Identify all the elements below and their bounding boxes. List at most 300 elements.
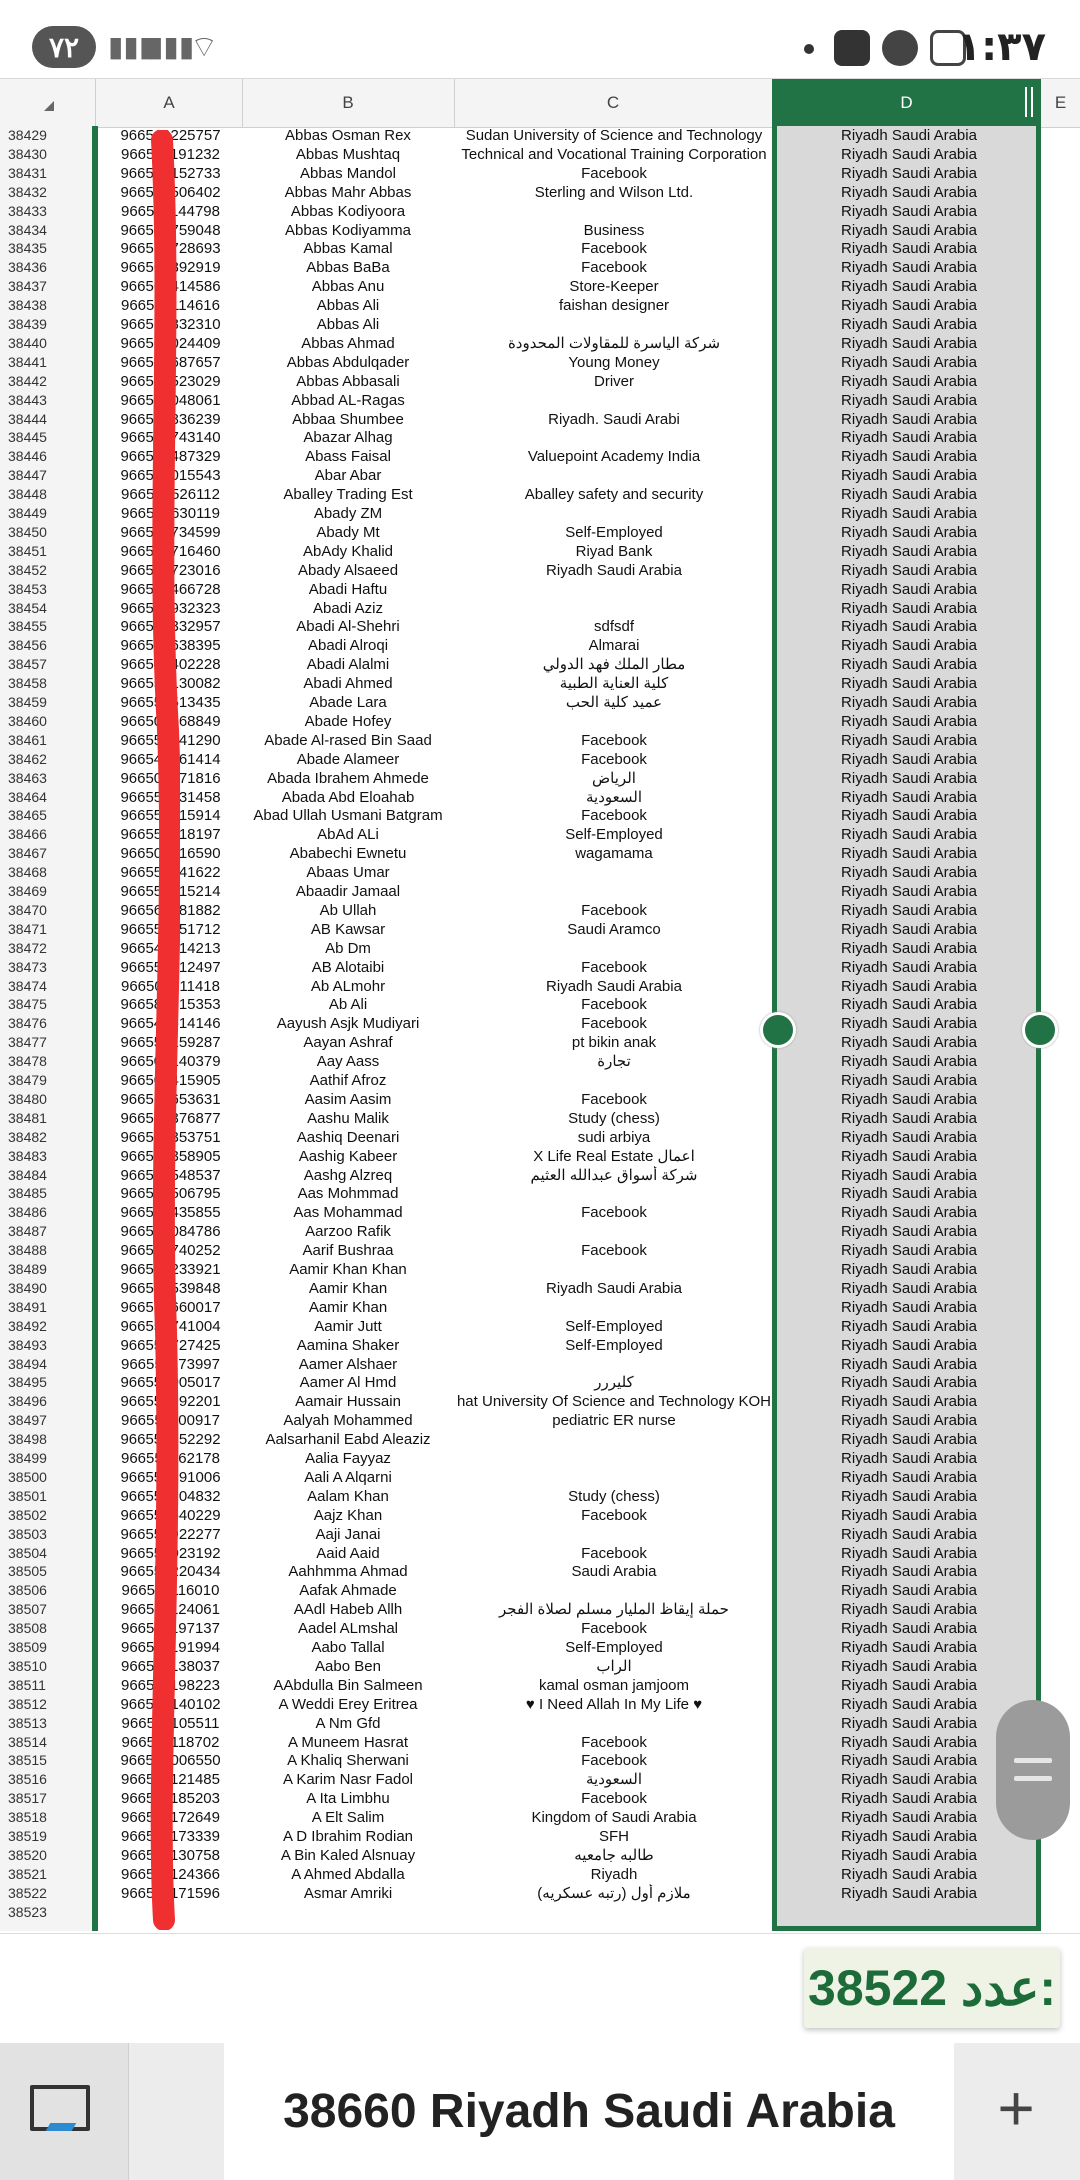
cell-d[interactable]: Riyadh Saudi Arabia: [841, 1828, 977, 1845]
cell-b[interactable]: Aarzoo Rafik: [305, 1223, 391, 1241]
cell-d[interactable]: Riyadh Saudi Arabia: [841, 580, 977, 598]
cell-d[interactable]: Riyadh Saudi Arabia: [841, 542, 977, 560]
cell-a[interactable]: 966557332957: [120, 618, 221, 636]
cell-c[interactable]: Facebook: [581, 1790, 647, 1808]
cell-d[interactable]: Riyadh Saudi Arabia: [841, 1317, 977, 1335]
cell-a[interactable]: 966551171596: [121, 1884, 220, 1902]
cell-c[interactable]: Self-Employed: [565, 1317, 663, 1335]
cell-a[interactable]: 966552728693: [120, 240, 221, 258]
row-number[interactable]: 38515: [0, 1751, 90, 1770]
cell-a[interactable]: 966541121485: [121, 1771, 220, 1789]
cell-c[interactable]: Self-Employed: [565, 1336, 663, 1354]
cell-d[interactable]: Riyadh Saudi Arabia: [841, 1733, 977, 1751]
cell-a[interactable]: 966551358905: [120, 1147, 221, 1165]
column-header-c[interactable]: C: [454, 79, 773, 127]
cell-b[interactable]: Abbaa Shumbee: [292, 410, 404, 428]
cell-b[interactable]: Aamina Shaker: [296, 1336, 400, 1354]
cell-c[interactable]: Facebook: [581, 259, 647, 277]
cell-d[interactable]: Riyadh Saudi Arabia: [841, 334, 977, 352]
cell-a[interactable]: 966551005017: [120, 1374, 221, 1392]
row-number[interactable]: 38460: [0, 712, 90, 731]
cell-b[interactable]: Aadel ALmshal: [297, 1620, 399, 1638]
cell-d[interactable]: Riyadh Saudi Arabia: [841, 297, 977, 315]
row-number[interactable]: 38454: [0, 599, 90, 618]
cell-b[interactable]: Aayush Asjk Mudiyari: [276, 1015, 420, 1033]
cell-d[interactable]: Riyadh Saudi Arabia: [841, 221, 977, 239]
row-number[interactable]: 38505: [0, 1562, 90, 1581]
cell-b[interactable]: A Bin Kaled Alsnuay: [280, 1846, 416, 1864]
cell-b[interactable]: A Muneem Hasrat: [287, 1733, 409, 1751]
cell-d[interactable]: Riyadh Saudi Arabia: [841, 1223, 977, 1241]
cell-d[interactable]: Riyadh Saudi Arabia: [841, 920, 977, 938]
row-number[interactable]: 38516: [0, 1770, 90, 1789]
row-number[interactable]: 38462: [0, 750, 90, 769]
cell-a[interactable]: 966551539848: [120, 1279, 221, 1297]
row-number[interactable]: 38458: [0, 674, 90, 693]
cell-b[interactable]: Abade Lara: [309, 694, 387, 711]
row-number[interactable]: 38478: [0, 1052, 90, 1071]
cell-a[interactable]: 966545487329: [120, 448, 221, 466]
cell-c[interactable]: Facebook: [581, 958, 647, 976]
cell-a[interactable]: 966550743140: [120, 429, 221, 447]
cell-a[interactable]: 966556130082: [120, 675, 221, 693]
cell-c[interactable]: تجارة: [597, 1053, 631, 1071]
row-number[interactable]: 38491: [0, 1298, 90, 1317]
cell-d[interactable]: Riyadh Saudi Arabia: [841, 1015, 977, 1033]
cell-d[interactable]: Riyadh Saudi Arabia: [841, 145, 977, 163]
cell-a[interactable]: 966551138037: [121, 1657, 220, 1675]
count-badge[interactable]: [804, 1948, 1060, 2028]
cell-b[interactable]: Aajz Khan: [313, 1506, 383, 1524]
cell-b[interactable]: Aabo Ben: [315, 1657, 381, 1675]
cell-a[interactable]: 966503168849: [120, 712, 221, 730]
row-number[interactable]: 38474: [0, 977, 90, 996]
cell-a[interactable]: 966556151712: [120, 920, 221, 938]
cell-a[interactable]: 966553376877: [120, 1109, 221, 1127]
cell-c[interactable]: Study (chess): [568, 1487, 660, 1505]
row-number[interactable]: 38484: [0, 1166, 90, 1185]
cell-a[interactable]: 966503526112: [121, 486, 220, 504]
row-number[interactable]: 38497: [0, 1411, 90, 1430]
row-number[interactable]: 38436: [0, 258, 90, 277]
row-number[interactable]: 38518: [0, 1808, 90, 1827]
cell-d[interactable]: Riyadh Saudi Arabia: [841, 845, 977, 863]
row-number[interactable]: 38521: [0, 1865, 90, 1884]
cell-a[interactable]: 966559641622: [120, 864, 221, 882]
cell-a[interactable]: 966549225757: [120, 127, 221, 144]
row-number[interactable]: 38506: [0, 1581, 90, 1600]
cell-c[interactable]: Valuepoint Academy India: [527, 448, 701, 466]
cell-c[interactable]: Driver: [594, 372, 634, 390]
row-number[interactable]: 38492: [0, 1317, 90, 1336]
cell-b[interactable]: Abada Abd Eloahab: [281, 788, 415, 806]
cell-c[interactable]: Aballey safety and security: [524, 486, 704, 504]
row-number[interactable]: 38468: [0, 863, 90, 882]
cell-a[interactable]: 966551118702: [121, 1733, 220, 1751]
cell-a[interactable]: 966501415905: [120, 1072, 221, 1089]
cell-b[interactable]: Abbas Kamal: [303, 240, 393, 258]
row-number[interactable]: 38430: [0, 145, 90, 164]
cell-a[interactable]: 966501191232: [121, 145, 220, 163]
cell-a[interactable]: 966551552292: [120, 1431, 221, 1449]
cell-b[interactable]: Aarif Bushraa: [302, 1242, 394, 1260]
cell-a[interactable]: 966551506795: [120, 1185, 221, 1203]
cell-b[interactable]: AbAd ALi: [317, 826, 379, 844]
cell-b[interactable]: Aafak Ahmade: [299, 1582, 397, 1600]
row-number[interactable]: 38485: [0, 1184, 90, 1203]
cell-b[interactable]: Abass Faisal: [305, 448, 391, 466]
cell-d[interactable]: Riyadh Saudi Arabia: [841, 1053, 977, 1071]
row-number[interactable]: 38511: [0, 1676, 90, 1695]
cell-b[interactable]: Abady Alsaeed: [297, 561, 399, 579]
row-number[interactable]: 38472: [0, 939, 90, 958]
cell-a[interactable]: 966541687657: [120, 353, 221, 371]
cell-b[interactable]: Abbas BaBa: [306, 259, 390, 277]
row-number[interactable]: 38459: [0, 693, 90, 712]
cell-d[interactable]: Riyadh Saudi Arabia: [841, 127, 977, 144]
cell-a[interactable]: 966551124061: [121, 1601, 220, 1619]
cell-b[interactable]: Ab ALmohr: [310, 977, 386, 995]
cell-c[interactable]: السعودية: [585, 1771, 642, 1789]
cell-d[interactable]: Riyadh Saudi Arabia: [841, 883, 977, 900]
cell-b[interactable]: Abbas Abdulqader: [286, 353, 410, 371]
row-number[interactable]: 38455: [0, 617, 90, 636]
cell-b[interactable]: Abaadir Jamaal: [295, 883, 401, 900]
row-number[interactable]: 38440: [0, 334, 90, 353]
cell-d[interactable]: Riyadh Saudi Arabia: [841, 183, 977, 201]
cell-d[interactable]: Riyadh Saudi Arabia: [841, 1468, 977, 1486]
cell-d[interactable]: Riyadh Saudi Arabia: [841, 1450, 977, 1467]
cell-d[interactable]: Riyadh Saudi Arabia: [841, 807, 977, 825]
row-number[interactable]: 38457: [0, 655, 90, 674]
spreadsheet-grid[interactable]: [0, 126, 1080, 1931]
cell-d[interactable]: Riyadh Saudi Arabia: [841, 372, 977, 390]
cell-b[interactable]: Abade Al-rased Bin Saad: [264, 731, 432, 749]
row-number[interactable]: 38451: [0, 542, 90, 561]
cell-c[interactable]: مطار الملك فهد الدولي: [542, 656, 686, 674]
cell-d[interactable]: Riyadh Saudi Arabia: [841, 1034, 977, 1052]
cell-d[interactable]: Riyadh Saudi Arabia: [841, 1185, 977, 1203]
cell-d[interactable]: Riyadh Saudi Arabia: [841, 202, 977, 220]
cell-c[interactable]: طالبه جامعيه: [574, 1846, 654, 1864]
cell-d[interactable]: Riyadh Saudi Arabia: [841, 1676, 977, 1694]
cell-b[interactable]: Abbas Mandol: [300, 164, 396, 182]
cell-a[interactable]: 966540514146: [120, 1015, 221, 1033]
row-number[interactable]: 38476: [0, 1014, 90, 1033]
select-all-corner[interactable]: [0, 79, 96, 127]
cell-a[interactable]: 966560932323: [120, 599, 221, 617]
cell-c[interactable]: sudi arbiya: [577, 1128, 651, 1146]
row-number[interactable]: 38433: [0, 202, 90, 221]
cell-c[interactable]: Facebook: [581, 1752, 647, 1770]
cell-d[interactable]: Riyadh Saudi Arabia: [841, 1412, 977, 1430]
row-number[interactable]: 38435: [0, 239, 90, 258]
cell-c[interactable]: Study (chess): [568, 1109, 660, 1127]
cell-d[interactable]: Riyadh Saudi Arabia: [841, 1279, 977, 1297]
cell-d[interactable]: Riyadh Saudi Arabia: [841, 788, 977, 806]
cell-a[interactable]: 966541006550: [120, 1752, 221, 1770]
cell-c[interactable]: Facebook: [581, 240, 647, 258]
cell-a[interactable]: 966504630119: [121, 505, 220, 522]
cell-c[interactable]: ملازم أول (رتبه عسكريه): [537, 1884, 691, 1902]
row-number[interactable]: 38434: [0, 221, 90, 240]
cell-b[interactable]: AAdl Habeb Allh: [293, 1601, 403, 1619]
row-number[interactable]: 38441: [0, 353, 90, 372]
row-number[interactable]: 38482: [0, 1128, 90, 1147]
cell-d[interactable]: Riyadh Saudi Arabia: [841, 996, 977, 1014]
row-number[interactable]: 38464: [0, 788, 90, 807]
cell-a[interactable]: 966545402228: [120, 656, 221, 674]
cell-d[interactable]: Riyadh Saudi Arabia: [841, 278, 977, 296]
cell-b[interactable]: A Ita Limbhu: [306, 1790, 390, 1808]
cell-d[interactable]: Riyadh Saudi Arabia: [841, 1261, 977, 1278]
cell-c[interactable]: Facebook: [581, 1090, 647, 1108]
cell-b[interactable]: Aalia Fayyaz: [305, 1450, 391, 1467]
cell-a[interactable]: 966559836239: [120, 410, 221, 428]
cell-c[interactable]: Facebook: [581, 1733, 647, 1751]
cell-d[interactable]: Riyadh Saudi Arabia: [841, 750, 977, 768]
cell-d[interactable]: Riyadh Saudi Arabia: [841, 523, 977, 541]
cell-d[interactable]: Riyadh Saudi Arabia: [841, 1487, 977, 1505]
row-number[interactable]: 38448: [0, 485, 90, 504]
cell-b[interactable]: Abbad AL-Ragas: [291, 391, 405, 409]
row-number[interactable]: 38495: [0, 1373, 90, 1392]
cell-a[interactable]: 966561144798: [121, 202, 220, 220]
cell-b[interactable]: Abadi Ahmed: [303, 675, 393, 693]
cell-c[interactable]: Facebook: [581, 1204, 647, 1222]
cell-b[interactable]: Aalam Khan: [307, 1487, 389, 1505]
cell-d[interactable]: Riyadh Saudi Arabia: [841, 1242, 977, 1260]
cell-a[interactable]: 966558531458: [120, 788, 221, 806]
cell-b[interactable]: Aaji Janai: [315, 1525, 381, 1543]
cell-d[interactable]: Riyadh Saudi Arabia: [841, 1544, 977, 1562]
cell-a[interactable]: 966503140379: [120, 1053, 221, 1071]
cell-d[interactable]: Riyadh Saudi Arabia: [841, 1865, 977, 1883]
cell-a[interactable]: 966503638395: [120, 637, 221, 655]
cell-d[interactable]: Riyadh Saudi Arabia: [841, 1128, 977, 1146]
cell-a[interactable]: 966503892919: [120, 259, 221, 277]
cell-b[interactable]: Aasim Aasim: [304, 1090, 392, 1108]
cell-c[interactable]: شركة أسواق عبدالله العثيم: [530, 1166, 698, 1184]
cell-d[interactable]: Riyadh Saudi Arabia: [841, 1298, 977, 1316]
cell-d[interactable]: Riyadh Saudi Arabia: [841, 637, 977, 655]
cell-a[interactable]: 966559723016: [120, 561, 221, 579]
cell-b[interactable]: Aashg Alzreq: [303, 1166, 393, 1184]
cell-c[interactable]: كلية العناية الطبية: [559, 675, 669, 693]
cell-c[interactable]: Facebook: [581, 750, 647, 768]
cell-b[interactable]: A Karim Nasr Fadol: [282, 1771, 414, 1789]
formula-input[interactable]: 38660 Riyadh Saudi Arabia: [224, 2043, 954, 2180]
row-number[interactable]: 38432: [0, 183, 90, 202]
cell-d[interactable]: Riyadh Saudi Arabia: [841, 769, 977, 787]
row-number[interactable]: 38501: [0, 1487, 90, 1506]
cell-c[interactable]: Self-Employed: [565, 523, 663, 541]
cell-b[interactable]: Abade Alameer: [296, 750, 400, 768]
cell-d[interactable]: Riyadh Saudi Arabia: [841, 486, 977, 504]
row-number[interactable]: 38480: [0, 1090, 90, 1109]
cell-c[interactable]: السعودية: [585, 788, 642, 806]
cell-a[interactable]: 966551435855: [120, 1204, 221, 1222]
cell-d[interactable]: Riyadh Saudi Arabia: [841, 1090, 977, 1108]
cell-c[interactable]: wagamama: [575, 845, 653, 863]
cell-a[interactable]: 966551548537: [120, 1166, 221, 1184]
cell-d[interactable]: Riyadh Saudi Arabia: [841, 240, 977, 258]
row-number[interactable]: 38513: [0, 1714, 90, 1733]
cell-c[interactable]: Business: [583, 221, 645, 239]
row-number[interactable]: 38466: [0, 825, 90, 844]
column-resize-handle[interactable]: [1025, 87, 1033, 117]
cell-a[interactable]: 966551204832: [120, 1487, 221, 1505]
row-number[interactable]: 38517: [0, 1789, 90, 1808]
cell-b[interactable]: Abadi Al-Shehri: [296, 618, 400, 636]
row-number[interactable]: 38444: [0, 410, 90, 429]
cell-a[interactable]: 966551198223: [121, 1676, 220, 1694]
cell-b[interactable]: Aalyah Mohammed: [283, 1412, 413, 1430]
row-number[interactable]: 38509: [0, 1638, 90, 1657]
cell-b[interactable]: Aashu Malik: [307, 1109, 389, 1127]
cell-c[interactable]: Facebook: [581, 1544, 647, 1562]
cell-d[interactable]: Riyadh Saudi Arabia: [841, 1563, 977, 1581]
cell-b[interactable]: Abbas Kodiyamma: [285, 221, 411, 239]
cell-c[interactable]: Riyad Bank: [575, 542, 653, 560]
cell-b[interactable]: Aayan Ashraf: [303, 1034, 393, 1052]
cell-a[interactable]: 966551353751: [120, 1128, 221, 1146]
cell-b[interactable]: Abbas Anu: [311, 278, 385, 296]
cell-d[interactable]: Riyadh Saudi Arabia: [841, 1582, 977, 1600]
cell-d[interactable]: Riyadh Saudi Arabia: [841, 1355, 977, 1373]
cell-d[interactable]: Riyadh Saudi Arabia: [841, 1846, 977, 1864]
cell-b[interactable]: AB Kawsar: [310, 920, 386, 938]
cell-a[interactable]: 966558513435: [120, 694, 221, 711]
row-number[interactable]: 38473: [0, 958, 90, 977]
row-number[interactable]: 38453: [0, 580, 90, 599]
cell-c[interactable]: Facebook: [581, 1242, 647, 1260]
row-number[interactable]: 38438: [0, 296, 90, 315]
cell-b[interactable]: Abad Ullah Usmani Batgram: [253, 807, 443, 825]
row-number[interactable]: 38475: [0, 995, 90, 1014]
row-number[interactable]: 38471: [0, 920, 90, 939]
cell-d[interactable]: Riyadh Saudi Arabia: [841, 1771, 977, 1789]
cell-d[interactable]: Riyadh Saudi Arabia: [841, 353, 977, 371]
cell-a[interactable]: 966551162178: [121, 1450, 220, 1467]
cell-d[interactable]: Riyadh Saudi Arabia: [841, 1809, 977, 1827]
row-number[interactable]: 38429: [0, 126, 90, 145]
cell-a[interactable]: 966541172649: [121, 1809, 220, 1827]
cell-d[interactable]: Riyadh Saudi Arabia: [841, 1884, 977, 1902]
row-number[interactable]: 38514: [0, 1733, 90, 1752]
row-number[interactable]: 38456: [0, 636, 90, 655]
cell-a[interactable]: 966551185203: [121, 1790, 220, 1808]
cell-b[interactable]: Aalsarhanil Eabd Aleaziz: [265, 1431, 431, 1449]
cell-a[interactable]: 966541523029: [120, 372, 221, 390]
column-header-d[interactable]: [772, 79, 1041, 127]
cell-b[interactable]: Abady Mt: [316, 523, 380, 541]
cell-b[interactable]: Aashig Kabeer: [298, 1147, 398, 1165]
cell-a[interactable]: 966568181882: [120, 901, 221, 919]
cell-d[interactable]: Riyadh Saudi Arabia: [841, 410, 977, 428]
cell-b[interactable]: A Weddi Erey Eritrea: [278, 1695, 418, 1713]
cell-c[interactable]: Store-Keeper: [569, 278, 659, 296]
cell-c[interactable]: kamal osman jamjoom: [538, 1676, 690, 1694]
cell-b[interactable]: Abbas Ali: [316, 297, 380, 315]
cell-b[interactable]: Abada Ibrahem Ahmede: [267, 769, 429, 787]
cell-b[interactable]: A Nm Gfd: [315, 1714, 381, 1732]
cell-c[interactable]: حملة إيقاظ المليار مسلم لصلاة الفجر: [499, 1601, 729, 1619]
cell-a[interactable]: 966551130758: [121, 1846, 220, 1864]
cell-d[interactable]: Riyadh Saudi Arabia: [841, 864, 977, 882]
cell-c[interactable]: Facebook: [581, 996, 647, 1014]
cell-b[interactable]: Abbas Ali: [316, 316, 380, 333]
cell-b[interactable]: Aamir Khan: [308, 1279, 388, 1297]
cell-a[interactable]: 966504016590: [120, 845, 221, 863]
column-header-e[interactable]: E: [1054, 93, 1067, 112]
cell-c[interactable]: الراب: [596, 1657, 632, 1675]
cell-c[interactable]: hat University Of Science and Technology KOH: [456, 1393, 772, 1411]
cell-a[interactable]: 966551233921: [120, 1261, 221, 1278]
cell-c[interactable]: Saudi Aramco: [567, 920, 661, 938]
cell-c[interactable]: Self-Employed: [565, 1639, 663, 1656]
cell-b[interactable]: Ab Ali: [328, 996, 368, 1014]
cell-a[interactable]: 966550734599: [120, 523, 221, 541]
cell-c[interactable]: الرياض: [592, 769, 636, 787]
row-number[interactable]: 38490: [0, 1279, 90, 1298]
cell-b[interactable]: AB Alotaibi: [311, 958, 385, 976]
column-header-b[interactable]: B: [242, 79, 455, 127]
cell-d[interactable]: Riyadh Saudi Arabia: [841, 1752, 977, 1770]
cell-d[interactable]: Riyadh Saudi Arabia: [841, 561, 977, 579]
cell-d[interactable]: Riyadh Saudi Arabia: [841, 1790, 977, 1808]
cell-c[interactable]: Sudan University of Science and Technology: [465, 127, 763, 144]
row-number[interactable]: 38437: [0, 277, 90, 296]
cell-c[interactable]: pt bikin anak: [571, 1034, 657, 1052]
cell-d[interactable]: Riyadh Saudi Arabia: [841, 1639, 977, 1656]
cell-c[interactable]: عميد كلية الحب: [565, 694, 663, 711]
cell-d[interactable]: Riyadh Saudi Arabia: [841, 1204, 977, 1222]
cell-d[interactable]: Riyadh Saudi Arabia: [841, 467, 977, 485]
cell-d[interactable]: Riyadh Saudi Arabia: [841, 1525, 977, 1543]
cell-b[interactable]: AbAdy Khalid: [302, 542, 394, 560]
cell-a[interactable]: 966541714213: [120, 939, 221, 957]
row-number[interactable]: 38504: [0, 1544, 90, 1563]
column-header-a[interactable]: A: [96, 79, 243, 127]
cell-a[interactable]: 966500611418: [121, 977, 220, 995]
cell-b[interactable]: A Ahmed Abdalla: [291, 1865, 405, 1883]
row-number[interactable]: 38489: [0, 1260, 90, 1279]
row-number[interactable]: 38496: [0, 1392, 90, 1411]
cell-b[interactable]: Abadi Haftu: [308, 580, 388, 598]
row-number[interactable]: 38488: [0, 1241, 90, 1260]
cell-c[interactable]: Facebook: [581, 1015, 647, 1033]
row-number[interactable]: 38494: [0, 1355, 90, 1374]
cell-b[interactable]: Asmar Amriki: [303, 1884, 393, 1902]
cell-c[interactable]: SFH: [599, 1828, 629, 1845]
cell-b[interactable]: Aamir Khan Khan: [289, 1261, 407, 1278]
cell-d[interactable]: Riyadh Saudi Arabia: [841, 1431, 977, 1449]
cell-d[interactable]: Riyadh Saudi Arabia: [841, 712, 977, 730]
cell-a[interactable]: 966554315914: [120, 807, 221, 825]
cell-d[interactable]: Riyadh Saudi Arabia: [841, 901, 977, 919]
cell-b[interactable]: Abazar Alhag: [303, 429, 393, 447]
cell-d[interactable]: Riyadh Saudi Arabia: [841, 1506, 977, 1524]
cell-a[interactable]: 966558466728: [120, 580, 221, 598]
row-number[interactable]: 38479: [0, 1071, 90, 1090]
cell-d[interactable]: Riyadh Saudi Arabia: [841, 1072, 977, 1089]
cell-a[interactable]: 966550759048: [120, 221, 221, 239]
cell-b[interactable]: A D Ibrahim Rodian: [282, 1828, 414, 1845]
cell-b[interactable]: Ababechi Ewnetu: [289, 845, 407, 863]
cell-c[interactable]: Facebook: [581, 807, 647, 825]
cell-b[interactable]: A Elt Salim: [311, 1809, 385, 1827]
